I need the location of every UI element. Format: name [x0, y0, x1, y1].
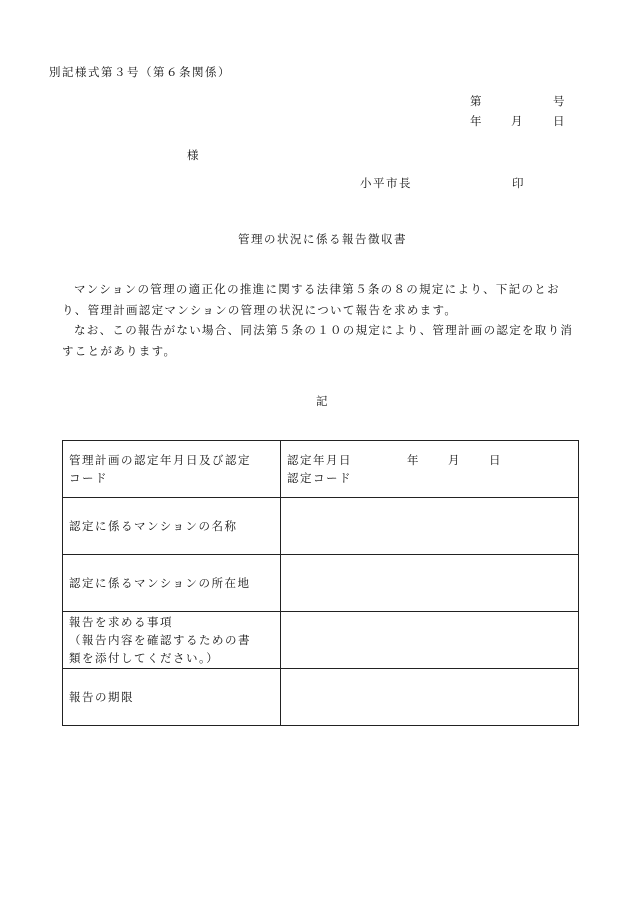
seal-mark: 印: [512, 176, 524, 190]
cert-year: 年: [407, 453, 420, 467]
value-cell-address[interactable]: [281, 555, 579, 612]
table-row: [63, 441, 579, 498]
cert-day: 日: [489, 453, 502, 467]
date-year: 年: [470, 114, 482, 128]
label-cell-deadline: 報告の期限: [63, 669, 281, 726]
value-cell-requested-items[interactable]: [281, 612, 579, 669]
label-cell-name: 認定に係るマンションの名称: [63, 498, 281, 555]
table-row: [63, 669, 579, 726]
form-number: 別記様式第３号（第６条関係）: [49, 65, 231, 79]
cert-date-label: 認定年月日: [287, 453, 352, 467]
cert-code-label: 認定コード: [287, 471, 352, 485]
ki-marker: 記: [316, 394, 328, 408]
label-cell-address: 認定に係るマンションの所在地: [63, 555, 281, 612]
cert-month: 月: [448, 453, 461, 467]
issuer-name: 小平市長: [360, 176, 412, 190]
label-line: 類を添付してください。）: [69, 651, 220, 665]
label-line: 報告を求める事項: [69, 615, 173, 629]
value-cell-name[interactable]: [281, 498, 579, 555]
table-row: [63, 498, 579, 555]
report-form-table: [62, 440, 579, 726]
cert-date-line: [287, 451, 572, 469]
label-line: コード: [69, 471, 108, 485]
label-cell-requested-items: [63, 612, 281, 669]
body-paragraph-2: なお、この報告がない場合、同法第５条の１０の規定により、管理計画の認定を取り消すことがあります。: [62, 323, 574, 358]
table-row: [63, 612, 579, 669]
label-cell-certification: [63, 441, 281, 498]
doc-number-prefix: 第: [470, 94, 482, 108]
body-paragraph-1: マンションの管理の適正化の推進に関する法律第５条の８の規定により、下記のとおり、管理計画認定マンションの管理の状況について報告を求めます。: [62, 282, 560, 317]
document-title: 管理の状況に係る報告徴収書: [238, 232, 407, 246]
date-month: 月: [511, 114, 523, 128]
table-row: [63, 555, 579, 612]
date-day: 日: [553, 114, 565, 128]
doc-number-suffix: 号: [553, 94, 565, 108]
addressee-suffix: 様: [187, 148, 199, 162]
label-line: 管理計画の認定年月日及び認定: [69, 453, 251, 467]
value-cell-deadline[interactable]: [281, 669, 579, 726]
label-line: （報告内容を確認するための書: [69, 633, 251, 647]
value-cell-certification[interactable]: [281, 441, 579, 498]
